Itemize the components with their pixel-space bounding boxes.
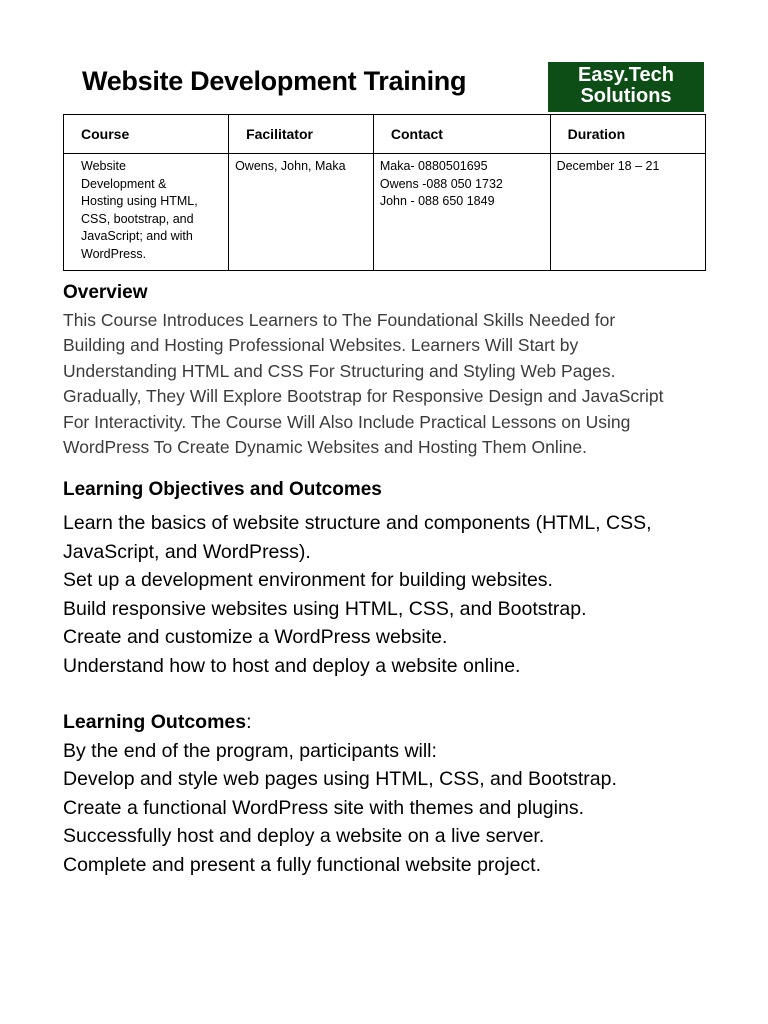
- objective-line: Create and customize a WordPress website.: [63, 626, 448, 649]
- objectives-list: [63, 509, 723, 681]
- overview-line: For Interactivity. The Course Will Also Include Practical Lessons on Using: [63, 411, 631, 432]
- outcomes-heading-text: Learning Outcomes: [63, 711, 247, 733]
- course-line: JavaScript; and with: [81, 229, 193, 243]
- contact-line: John - 088 650 1849: [379, 194, 495, 208]
- table-header-row: [64, 115, 706, 154]
- course-line: Hosting using HTML,: [81, 194, 198, 208]
- outcome-line: By the end of the program, participants will:: [63, 739, 437, 762]
- cell-facilitator: [229, 154, 374, 271]
- outcome-line: Develop and style web pages using HTML, CSS, and Bootstrap.: [63, 768, 617, 790]
- header-facilitator: Facilitator: [229, 115, 374, 154]
- cell-course: [64, 154, 229, 271]
- overview-line: Understanding HTML and CSS For Structuring and Styling Web Pages.: [63, 360, 616, 381]
- course-line: Development &: [81, 176, 167, 191]
- objective-line: JavaScript, and WordPress).: [63, 540, 311, 563]
- course-line: Website: [81, 159, 126, 173]
- outcomes-section: [63, 708, 723, 879]
- objectives-heading: Learning Objectives and Outcomes: [63, 479, 382, 500]
- outcome-line: Complete and present a fully functional website project.: [63, 853, 542, 876]
- overview-line: Building and Hosting Professional Websites. Learners Will Start by: [63, 335, 579, 356]
- outcome-line: Create a functional WordPress site with themes and plugins.: [63, 796, 584, 819]
- course-info-table: [63, 114, 706, 271]
- company-logo: [548, 62, 704, 112]
- cell-duration: [550, 154, 705, 271]
- overview-paragraph: [63, 308, 713, 460]
- overview-line: WordPress To Create Dynamic Websites and Hosting Them Online.: [63, 437, 587, 458]
- header-duration: Duration: [550, 115, 705, 154]
- header-contact: Contact: [373, 115, 550, 154]
- table-row: [64, 154, 706, 271]
- page-title: Website Development Training: [82, 66, 467, 96]
- objective-line: Build responsive websites using HTML, CSS, and Bootstrap.: [63, 597, 587, 620]
- header-course: Course: [64, 115, 229, 154]
- contact-line: Owens -088 050 1732: [379, 176, 503, 191]
- cell-contact: [373, 154, 550, 271]
- course-line: WordPress.: [81, 246, 147, 261]
- outcomes-heading: [63, 708, 723, 737]
- contact-line: Maka- 0880501695: [379, 159, 488, 173]
- objective-line: Set up a development environment for building websites.: [63, 569, 553, 592]
- overview-line: Gradually, They Will Explore Bootstrap for Responsive Design and JavaScript: [63, 386, 664, 407]
- overview-line: This Course Introduces Learners to The Foundational Skills Needed for: [63, 310, 616, 330]
- outcome-line: Successfully host and deploy a website on a live server.: [63, 825, 545, 847]
- overview-heading: Overview: [63, 282, 148, 303]
- logo-line-2: Solutions: [580, 85, 672, 107]
- course-line: CSS, bootstrap, and: [81, 211, 194, 226]
- duration-value: December 18 – 21: [556, 159, 660, 173]
- objective-line: Learn the basics of website structure and components (HTML, CSS,: [63, 512, 652, 534]
- facilitator-names: Owens, John, Maka: [235, 159, 346, 173]
- outcomes-heading-colon: :: [246, 711, 252, 733]
- logo-line-1: Easy.Tech: [578, 64, 674, 86]
- objective-line: Understand how to host and deploy a website online.: [63, 654, 521, 677]
